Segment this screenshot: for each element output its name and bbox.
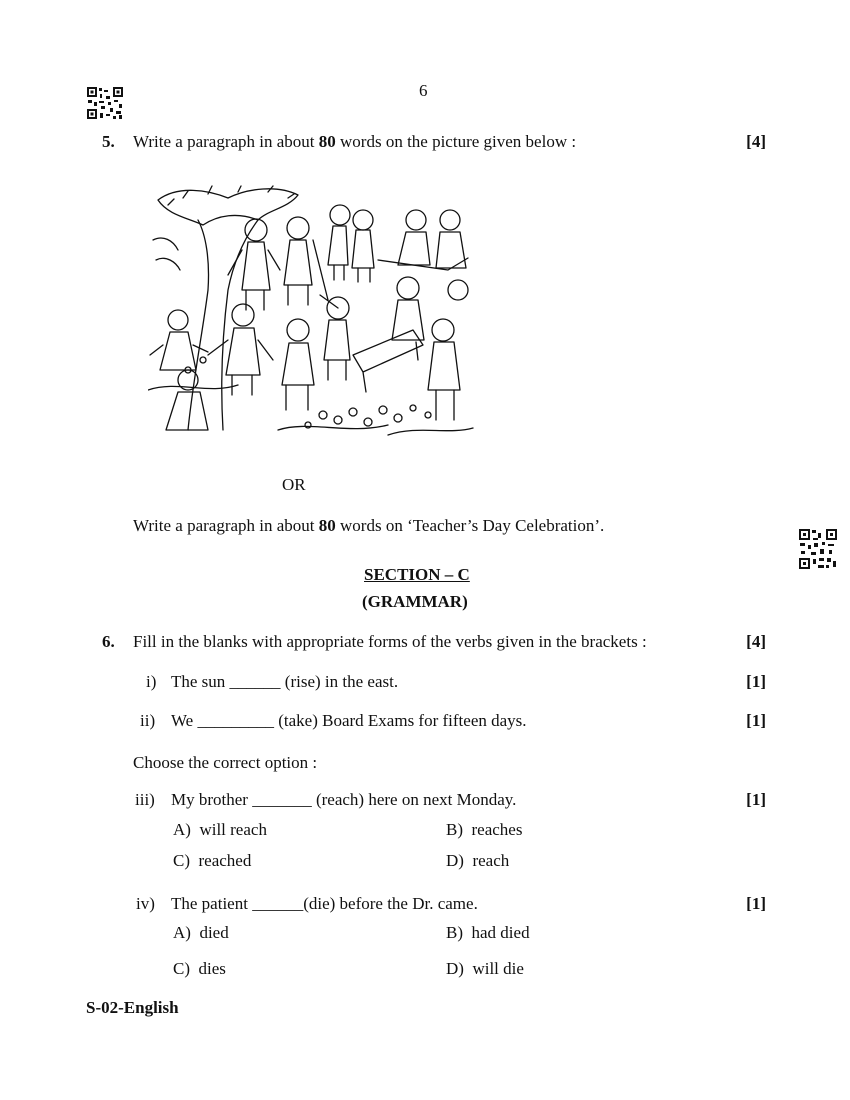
question-5-alternative	[133, 516, 604, 536]
option-letter: D)	[446, 959, 464, 978]
item-iii-option-d	[446, 851, 509, 871]
item-iv-marks: [1]	[746, 894, 766, 913]
item-iii-label: iii)	[135, 790, 155, 809]
qr-code-right	[798, 528, 838, 570]
section-title: SECTION – C	[364, 565, 470, 584]
item-iii-option-b	[446, 820, 522, 840]
item-iv-label: iv)	[136, 894, 155, 913]
option-letter: A)	[173, 820, 191, 839]
option-letter: D)	[446, 851, 464, 870]
item-i-label: i)	[146, 672, 157, 691]
option-text: reach	[472, 851, 510, 870]
option-text: dies	[198, 959, 226, 978]
option-letter: A)	[173, 923, 191, 942]
option-text: had died	[471, 923, 530, 942]
qr-code-top-left	[86, 86, 124, 120]
question-6-text: Fill in the blanks with appropriate forms of the verbs given in the brackets :	[133, 632, 647, 651]
option-letter: B)	[446, 923, 463, 942]
option-letter: C)	[173, 959, 190, 978]
item-iii-marks: [1]	[746, 790, 766, 809]
question-6-number: 6.	[102, 632, 115, 651]
option-letter: C)	[173, 851, 190, 870]
option-text: died	[199, 923, 229, 942]
item-i-text: The sun ______ (rise) in the east.	[171, 672, 399, 691]
question-5-number: 5.	[102, 132, 115, 151]
q5-alt-after: words on ‘Teacher’s Day Celebration’.	[335, 516, 605, 535]
item-iv-text: The patient ______(die) before the Dr. came.	[171, 894, 478, 913]
option-text: will die	[472, 959, 524, 978]
item-ii-text: We _________ (take) Board Exams for fifteen days.	[171, 711, 527, 730]
children-in-garden-illustration	[148, 180, 478, 448]
q5-alt-word-count: 80	[318, 516, 336, 535]
item-ii-marks: [1]	[746, 711, 766, 730]
item-iii-option-c	[173, 851, 251, 871]
item-ii-label: ii)	[140, 711, 156, 730]
item-iii-option-a	[173, 820, 267, 840]
item-iv-option-b	[446, 923, 530, 943]
item-iv-option-a	[173, 923, 229, 943]
question-5-marks: [4]	[746, 132, 766, 151]
choose-instruction: Choose the correct option :	[133, 753, 318, 772]
q5-word-count: 80	[318, 132, 336, 151]
q5-alt-before: Write a paragraph in about	[133, 516, 319, 535]
item-i-marks: [1]	[746, 672, 766, 691]
footer-paper-code: S-02-English	[86, 998, 179, 1017]
item-iii-text: My brother _______ (reach) here on next Monday.	[171, 790, 517, 809]
q5-text-before: Write a paragraph in about	[133, 132, 319, 151]
question-5-text	[133, 132, 576, 152]
or-divider: OR	[282, 475, 306, 494]
q5-text-after: words on the picture given below :	[335, 132, 577, 151]
item-iv-option-c	[173, 959, 226, 979]
option-letter: B)	[446, 820, 463, 839]
question-6-marks: [4]	[746, 632, 766, 651]
option-text: will reach	[199, 820, 267, 839]
option-text: reached	[198, 851, 252, 870]
page-number: 6	[419, 81, 428, 100]
section-subtitle: (GRAMMAR)	[362, 592, 468, 611]
option-text: reaches	[471, 820, 523, 839]
item-iv-option-d	[446, 959, 524, 979]
